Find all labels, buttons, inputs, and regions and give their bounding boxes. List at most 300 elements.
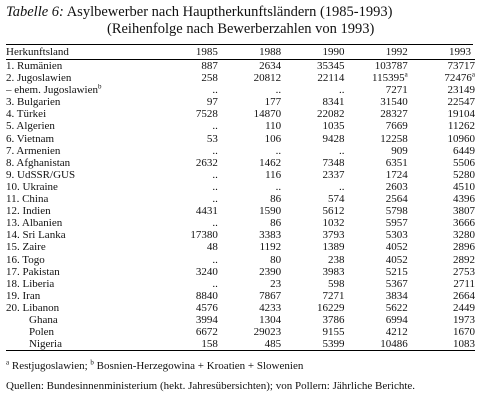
cell-value: 1192: [259, 241, 282, 254]
cell-value: 5399: [322, 338, 345, 351]
cell-1992: [348, 169, 411, 181]
cell-1988: [222, 326, 285, 338]
cell-value: 4052: [385, 253, 408, 266]
table-row: [6, 120, 475, 132]
cell-country: [6, 254, 159, 266]
table-row: [6, 326, 475, 338]
cell-value: 22114: [317, 72, 345, 85]
cell-1993: [412, 314, 475, 326]
country-name: 7. Armenien: [6, 144, 61, 157]
cell-value: 115395: [372, 72, 405, 85]
cell-value: 2632: [195, 156, 218, 169]
cell-1990: [285, 205, 348, 217]
cell-1985: [159, 254, 222, 266]
cell-value: 1462: [259, 156, 282, 169]
cell-1990: [285, 193, 348, 205]
cell-value: 2603: [385, 180, 408, 193]
cell-1988: [222, 241, 285, 253]
cell-value: 3834: [385, 289, 408, 302]
cell-1992: [348, 241, 411, 253]
cell-1993: [412, 290, 475, 302]
header-1985: 1985: [195, 46, 218, 58]
cell-value: 86: [270, 193, 282, 206]
cell-value: ..: [212, 120, 218, 133]
cell-value: 5612: [322, 205, 345, 218]
cell-value: 31540: [380, 96, 408, 109]
cell-value: 598: [327, 277, 345, 290]
footnote-marker: a: [404, 72, 408, 79]
table-row: [6, 96, 475, 108]
table-subtitle: (Reihenfolge nach Bewerberzahlen von 1993): [107, 21, 375, 37]
cell-value: ..: [338, 180, 345, 193]
cell-value: 258: [201, 72, 218, 85]
cell-1988: [222, 217, 285, 229]
cell-country: [6, 217, 159, 229]
cell-1988: [222, 72, 285, 84]
cell-1985: [159, 205, 222, 217]
country-name: 1. Rumänien: [6, 60, 63, 72]
cell-value: 28327: [380, 108, 408, 121]
cell-value: 1032: [322, 217, 345, 230]
country-name: – ehem. Jugoslawien: [6, 84, 98, 97]
cell-1990: [285, 302, 348, 314]
cell-1992: [348, 96, 411, 108]
cell-value: 9428: [322, 132, 345, 145]
cell-value: ..: [212, 217, 218, 230]
cell-1993: [412, 193, 475, 205]
cell-value: 53: [206, 132, 218, 145]
cell-1992: [348, 217, 411, 229]
country-name: 10. Ukraine: [6, 180, 58, 193]
cell-value: 14870: [253, 108, 282, 121]
cell-value: 158: [201, 338, 218, 351]
table-row: [6, 60, 475, 73]
cell-value: 3666: [453, 217, 475, 230]
cell-value: 7528: [195, 108, 218, 121]
cell-1992: [348, 302, 411, 314]
cell-1992: [348, 205, 411, 217]
cell-value: 2390: [259, 265, 282, 278]
cell-1985: [159, 290, 222, 302]
cell-1990: [285, 96, 348, 108]
cell-1993: [412, 72, 475, 84]
cell-country: [6, 72, 159, 84]
country-name: 12. Indien: [6, 205, 51, 218]
cell-value: 2634: [259, 60, 282, 72]
cell-country: [6, 302, 159, 314]
cell-1988: [222, 314, 285, 326]
header-1992: 1992: [385, 46, 408, 58]
cell-value: 1035: [322, 120, 345, 133]
cell-value: 22547: [447, 96, 475, 109]
footnote-line: [6, 359, 473, 373]
cell-value: 106: [264, 132, 282, 145]
cell-1990: [285, 84, 348, 96]
footnote-a-text: Restjugoslawien;: [11, 360, 88, 373]
cell-value: ..: [212, 144, 218, 157]
cell-1985: [159, 266, 222, 278]
cell-value: 238: [327, 253, 345, 266]
cell-country: [6, 169, 159, 181]
footnote-marker: b: [97, 84, 102, 91]
cell-value: 1083: [453, 338, 475, 351]
cell-value: ..: [212, 180, 218, 193]
cell-1990: [285, 338, 348, 351]
cell-1988: [222, 60, 285, 73]
country-name: 14. Sri Lanka: [6, 229, 66, 242]
cell-1993: [412, 326, 475, 338]
cell-1985: [159, 145, 222, 157]
cell-1992: [348, 326, 411, 338]
cell-country: [6, 60, 159, 73]
cell-1993: [412, 169, 475, 181]
cell-value: 4576: [195, 301, 218, 314]
cell-country: [6, 205, 159, 217]
cell-value: 3786: [322, 313, 345, 326]
table-row: [6, 72, 475, 84]
cell-1988: [222, 157, 285, 169]
cell-value: 2337: [322, 168, 345, 181]
cell-1992: [348, 290, 411, 302]
cell-1990: [285, 217, 348, 229]
cell-1988: [222, 254, 285, 266]
table-row: [6, 108, 475, 120]
footnote-a-mark: a: [6, 358, 10, 367]
cell-value: 10960: [447, 132, 475, 145]
cell-value: 5303: [385, 229, 408, 242]
cell-value: 16229: [316, 301, 345, 314]
cell-1988: [222, 108, 285, 120]
cell-1985: [159, 60, 222, 73]
cell-1992: [348, 120, 411, 132]
cell-1985: [159, 96, 222, 108]
cell-value: 887: [201, 60, 218, 72]
cell-1988: [222, 193, 285, 205]
cell-value: 6351: [385, 156, 408, 169]
cell-value: 1973: [453, 313, 475, 326]
cell-1988: [222, 169, 285, 181]
cell-1992: [348, 157, 411, 169]
cell-1988: [222, 84, 285, 96]
cell-1985: [159, 326, 222, 338]
cell-1990: [285, 145, 348, 157]
cell-value: 7271: [322, 289, 345, 302]
cell-country: [6, 278, 159, 290]
cell-value: 7271: [385, 84, 408, 97]
cell-1992: [348, 278, 411, 290]
cell-1985: [159, 72, 222, 84]
table-row: [6, 278, 475, 290]
cell-value: ..: [275, 84, 282, 97]
country-name: 15. Zaire: [6, 241, 46, 254]
cell-value: 5367: [385, 277, 408, 290]
cell-value: 11262: [447, 120, 475, 133]
cell-value: 4212: [385, 326, 408, 339]
cell-value: ..: [212, 168, 218, 181]
cell-value: 1590: [259, 205, 282, 218]
cell-country: [6, 314, 159, 326]
cell-value: 5957: [385, 217, 408, 230]
cell-country: [6, 108, 159, 120]
cell-country: [6, 120, 159, 132]
cell-country: [6, 290, 159, 302]
cell-1988: [222, 338, 285, 351]
cell-value: 8341: [322, 96, 345, 109]
cell-value: 4431: [195, 205, 218, 218]
cell-value: 5622: [385, 301, 408, 314]
cell-value: 10486: [380, 338, 408, 351]
cell-value: 5215: [385, 265, 408, 278]
footnote-b-text: Bosnien-Herzegowina + Kroatien + Slowenien: [96, 360, 304, 373]
cell-country: [6, 193, 159, 205]
cell-1985: [159, 169, 222, 181]
cell-1985: [159, 302, 222, 314]
cell-value: 4396: [453, 193, 475, 206]
cell-value: 5506: [453, 156, 475, 169]
sources-line: Quellen: Bundesinnenministerium (hekt. Jahresübersichten); von Pollern: Jährliche Berichte.: [6, 380, 416, 393]
country-name: Polen: [29, 326, 55, 339]
cell-value: 2753: [453, 265, 475, 278]
cell-1992: [348, 266, 411, 278]
cell-1988: [222, 278, 285, 290]
cell-value: 7669: [385, 120, 408, 133]
cell-1992: [348, 72, 411, 84]
cell-1988: [222, 205, 285, 217]
cell-value: 86: [270, 217, 282, 230]
cell-value: 2664: [453, 289, 475, 302]
cell-1993: [412, 60, 475, 73]
cell-value: 3280: [453, 229, 475, 242]
country-name: 9. UdSSR/GUS: [6, 168, 76, 181]
country-name: 5. Algerien: [6, 120, 55, 133]
country-name: 2. Jugoslawien: [6, 72, 72, 85]
country-name: 16. Togo: [6, 253, 45, 266]
cell-1990: [285, 181, 348, 193]
cell-value: 6994: [385, 313, 408, 326]
cell-1985: [159, 193, 222, 205]
cell-value: 1304: [259, 313, 282, 326]
cell-1985: [159, 229, 222, 241]
cell-1993: [412, 278, 475, 290]
cell-value: 23149: [447, 84, 475, 97]
header-1990: 1990: [322, 46, 345, 58]
cell-value: 2892: [453, 253, 475, 266]
cell-1992: [348, 254, 411, 266]
cell-1985: [159, 84, 222, 96]
cell-value: 4510: [453, 180, 475, 193]
table-row: [6, 290, 475, 302]
country-name: 8. Afghanistan: [6, 156, 71, 169]
cell-value: 73717: [447, 60, 475, 72]
cell-value: 909: [391, 144, 408, 157]
table-row: [6, 241, 475, 253]
cell-value: 3240: [195, 265, 218, 278]
cell-1988: [222, 133, 285, 145]
cell-value: 2896: [453, 241, 475, 254]
table-row: [6, 302, 475, 314]
cell-1992: [348, 193, 411, 205]
footnote-marker: a: [471, 72, 475, 79]
cell-1993: [412, 338, 475, 351]
cell-country: [6, 96, 159, 108]
cell-value: ..: [212, 193, 218, 206]
cell-1985: [159, 338, 222, 351]
cell-1993: [412, 84, 475, 96]
cell-value: 1389: [322, 241, 345, 254]
cell-1990: [285, 266, 348, 278]
cell-value: 4052: [385, 241, 408, 254]
country-name: 3. Bulgarien: [6, 96, 61, 109]
cell-1993: [412, 157, 475, 169]
cell-1992: [348, 314, 411, 326]
cell-1985: [159, 314, 222, 326]
cell-value: 17380: [190, 229, 218, 242]
cell-value: 9155: [322, 326, 345, 339]
country-name: Nigeria: [29, 338, 62, 351]
cell-value: ..: [212, 277, 218, 290]
cell-value: ..: [212, 253, 218, 266]
cell-1990: [285, 278, 348, 290]
cell-1988: [222, 302, 285, 314]
cell-1992: [348, 60, 411, 73]
country-name: 18. Liberia: [6, 277, 55, 290]
cell-value: 3383: [259, 229, 282, 242]
cell-1993: [412, 217, 475, 229]
cell-1992: [348, 133, 411, 145]
country-name: 4. Türkei: [6, 108, 47, 121]
table-row: [6, 169, 475, 181]
country-name: 11. China: [6, 193, 49, 206]
country-name: 19. Iran: [6, 289, 41, 302]
table-label: Tabelle 6:: [6, 4, 64, 20]
cell-value: ..: [275, 144, 282, 157]
cell-1988: [222, 181, 285, 193]
table-row: [6, 205, 475, 217]
table-row: [6, 84, 475, 96]
country-name: 17. Pakistan: [6, 265, 60, 278]
cell-1992: [348, 108, 411, 120]
cell-value: 29023: [253, 326, 282, 339]
cell-1990: [285, 326, 348, 338]
country-name: 20. Libanon: [6, 301, 60, 314]
cell-1988: [222, 96, 285, 108]
cell-value: 2711: [453, 277, 475, 290]
cell-country: [6, 181, 159, 193]
cell-1985: [159, 120, 222, 132]
header-row: [6, 45, 475, 60]
cell-country: [6, 229, 159, 241]
footnote-b-mark: b: [90, 358, 94, 367]
cell-1985: [159, 108, 222, 120]
cell-value: 5798: [385, 205, 408, 218]
cell-1990: [285, 241, 348, 253]
cell-country: [6, 266, 159, 278]
cell-1990: [285, 254, 348, 266]
cell-1993: [412, 96, 475, 108]
cell-1993: [412, 302, 475, 314]
cell-1993: [412, 181, 475, 193]
cell-value: 7348: [322, 156, 345, 169]
header-1988: 1988: [259, 46, 282, 58]
cell-value: 20812: [253, 72, 282, 85]
table-row: [6, 181, 475, 193]
cell-value: 574: [327, 193, 345, 206]
cell-value: 177: [264, 96, 282, 109]
cell-1990: [285, 314, 348, 326]
cell-value: 3793: [322, 229, 345, 242]
table-row: [6, 229, 475, 241]
cell-value: 19104: [447, 108, 475, 121]
cell-value: 22082: [316, 108, 345, 121]
cell-value: 1724: [385, 168, 408, 181]
cell-1985: [159, 217, 222, 229]
cell-1993: [412, 133, 475, 145]
cell-1988: [222, 145, 285, 157]
cell-country: [6, 326, 159, 338]
cell-value: 3994: [195, 313, 218, 326]
cell-1990: [285, 133, 348, 145]
cell-1990: [285, 120, 348, 132]
cell-1990: [285, 169, 348, 181]
cell-1990: [285, 229, 348, 241]
cell-value: 35345: [316, 60, 345, 72]
cell-country: [6, 338, 159, 351]
table-row: [6, 266, 475, 278]
cell-1985: [159, 278, 222, 290]
cell-1993: [412, 241, 475, 253]
country-name: 6. Vietnam: [6, 132, 55, 145]
cell-value: 3983: [322, 265, 345, 278]
country-name: Ghana: [29, 313, 58, 326]
cell-value: ..: [338, 144, 345, 157]
cell-1988: [222, 120, 285, 132]
cell-1993: [412, 108, 475, 120]
cell-country: [6, 133, 159, 145]
table-row: [6, 314, 475, 326]
cell-1992: [348, 181, 411, 193]
cell-1992: [348, 145, 411, 157]
cell-value: 103787: [374, 60, 408, 72]
cell-value: 12258: [380, 132, 408, 145]
cell-country: [6, 145, 159, 157]
cell-1988: [222, 229, 285, 241]
cell-1985: [159, 133, 222, 145]
table-row: [6, 145, 475, 157]
cell-value: 116: [265, 168, 282, 181]
cell-value: 110: [265, 120, 282, 133]
cell-value: 2449: [453, 301, 475, 314]
cell-value: 6449: [453, 144, 475, 157]
cell-1985: [159, 241, 222, 253]
table-title: [6, 4, 473, 21]
cell-country: [6, 241, 159, 253]
cell-value: ..: [212, 84, 218, 97]
cell-1990: [285, 157, 348, 169]
cell-1993: [412, 205, 475, 217]
asylum-table: [6, 45, 475, 351]
header-1993: 1993: [449, 46, 471, 58]
cell-1992: [348, 84, 411, 96]
cell-1990: [285, 290, 348, 302]
cell-1985: [159, 181, 222, 193]
cell-country: [6, 84, 159, 96]
table-row: [6, 157, 475, 169]
cell-1990: [285, 108, 348, 120]
table-row: [6, 193, 475, 205]
cell-value: 485: [264, 338, 282, 351]
cell-country: [6, 157, 159, 169]
country-name: 13. Albanien: [6, 217, 63, 230]
